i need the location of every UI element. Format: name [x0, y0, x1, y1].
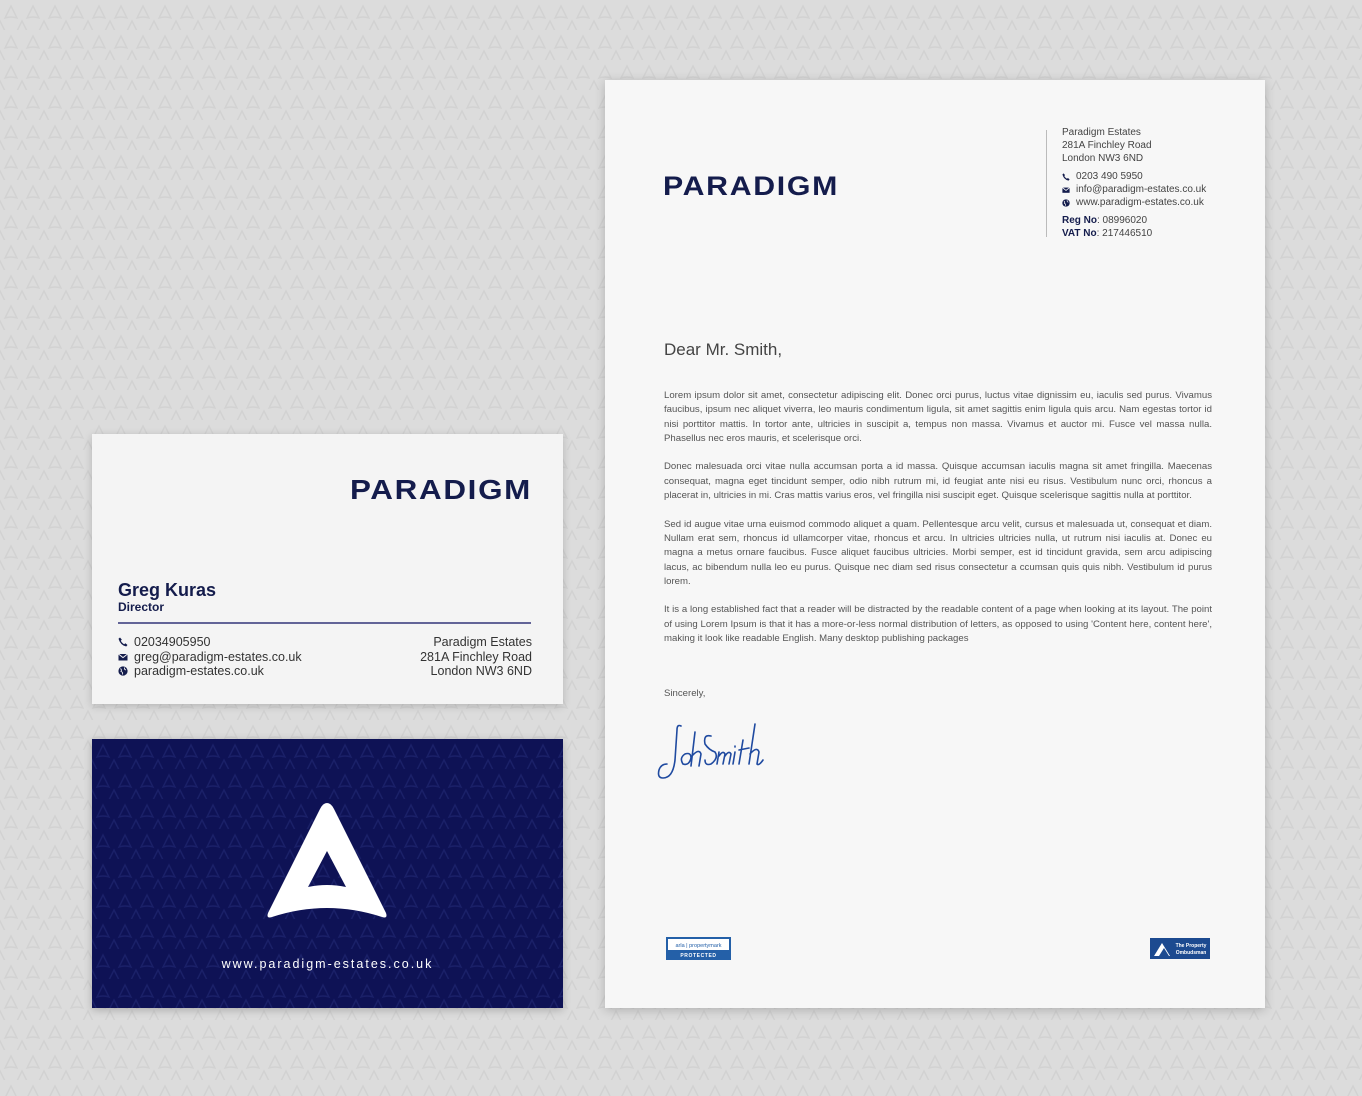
- reg-number: [1062, 214, 1206, 227]
- letterhead-phone[interactable]: 0203 490 5950: [1076, 171, 1143, 182]
- svg-text:PROTECTED: PROTECTED: [680, 953, 717, 959]
- arla-propertymark-badge: [666, 937, 731, 960]
- vat-label: VAT No: [1062, 228, 1097, 239]
- letterhead-phone-row: [1062, 170, 1206, 183]
- header-divider: [1046, 130, 1047, 237]
- letterhead-address-line: 281A Finchley Road: [1062, 140, 1152, 151]
- card-email-row: [118, 650, 302, 665]
- paradigm-logo: [663, 173, 839, 197]
- divider: [118, 622, 531, 624]
- card-website[interactable]: paradigm-estates.co.uk: [134, 664, 264, 679]
- letterhead-address-line: Paradigm Estates: [1062, 127, 1141, 138]
- body-paragraph: Lorem ipsum dolor sit amet, consectetur adipiscing elit. Donec orci purus, luctus vitae dignissim eu, iaculis sed purus. Vivamus faucibus, ipsum nec aliquet viverra, leo mauris condimentum ligula, sit amet sagittis enim ligula quis arcu. Nam egestas tortor id nisi porttitor mattis. In tortor ante, ultricies in suscipit a, tempus non massa. Vivamus et auctor mi. Fusce vel massa nulla. Phasellus nec eros mauris, et scelerisque orci.: [664, 390, 1212, 444]
- body-paragraph: Donec malesuada orci vitae nulla accumsan porta a id massa. Quisque accumsan iaculis magna sit amet fringilla. Maecenas consequat, magna eget tincidunt semper, odio nibh rutrum mi, id feugiat ante nisi eu risus. Vestibulum nunc orci, rhoncus a placerat in, ultricies in mi. Cras mattis varius eros, vel fringilla nisi suscipit eget. Quisque scelerisque sagittis nulla at porttitor.: [664, 461, 1212, 502]
- property-ombudsman-badge: [1150, 938, 1210, 959]
- card-address-line: 281A Finchley Road: [420, 649, 532, 664]
- card-address-line: Paradigm Estates: [433, 635, 532, 649]
- paradigm-logo: [350, 476, 532, 502]
- card-email[interactable]: greg@paradigm-estates.co.uk: [134, 649, 302, 664]
- business-card-back: [92, 739, 563, 1008]
- svg-text:arla | propertymark: arla | propertymark: [675, 943, 722, 949]
- globe-icon: [118, 666, 128, 676]
- letterhead-contact-block: [1062, 126, 1206, 240]
- letterhead-website[interactable]: www.paradigm-estates.co.uk: [1076, 197, 1204, 208]
- card-phone[interactable]: 02034905950: [134, 635, 211, 650]
- phone-icon: [1062, 173, 1070, 181]
- card-contacts: [118, 635, 302, 679]
- card-phone-row: [118, 635, 302, 650]
- body-paragraph: Sed id augue vitae urna euismod commodo aliquet a quam. Pellentesque arcu velit, cursus et malesuada ut, consequat et diam. Nullam erat sem, rhoncus id ullamcorper vitae, rhoncus et arcu. In ultricies ultricies nulla, ut rutrum nisi iaculis at. Donec eu magna a metus ornare faucibus. Fusce aliquet faucibus ultricies. Morbi semper, est id tincidunt gravida, sem arcu adipiscing lacus, ac bibendum nulla leo eu purus. Quisque nec diam sed risus consectetur a ccumsan quis quis nibh. Vestibulum id purus lorem.: [664, 518, 1212, 587]
- card-back-website[interactable]: www.paradigm-estates.co.uk: [221, 957, 434, 971]
- mail-icon: [118, 652, 128, 662]
- vat-value: : 217446510: [1096, 228, 1153, 239]
- signature: [655, 720, 785, 782]
- letterhead-email-row: [1062, 183, 1206, 196]
- card-holder-name: Greg Kuras: [118, 580, 217, 600]
- reg-value: : 08996020: [1097, 215, 1148, 226]
- phone-icon: [118, 637, 128, 647]
- paradigm-mark-icon: [264, 801, 390, 927]
- vat-number: [1062, 227, 1206, 240]
- svg-text:Ombudsman: Ombudsman: [1175, 950, 1207, 956]
- letterhead: [605, 80, 1265, 1008]
- body-paragraph: It is a long established fact that a reader will be distracted by the readable content of a page when looking at its layout. The point of using Lorem Ipsum is that it has a more-or-less normal distribution of letters, as opposed to using 'Content here, content here', making it look like readable English. Many desktop publishing packages: [664, 604, 1212, 645]
- letter-body: [664, 389, 1212, 661]
- card-address-line: London NW3 6ND: [430, 664, 532, 678]
- globe-icon: [1062, 199, 1070, 207]
- mail-icon: [1062, 186, 1070, 194]
- reg-label: Reg No: [1062, 215, 1097, 226]
- letterhead-email[interactable]: info@paradigm-estates.co.uk: [1076, 184, 1207, 195]
- letterhead-address-line: London NW3 6ND: [1062, 153, 1144, 164]
- closing: Sincerely,: [664, 688, 706, 699]
- svg-text:PARADIGM: PARADIGM: [350, 476, 532, 502]
- card-website-row: [118, 664, 302, 679]
- svg-text:PARADIGM: PARADIGM: [663, 173, 839, 197]
- salutation: Dear Mr. Smith,: [664, 340, 783, 359]
- card-address: [420, 635, 532, 679]
- business-card-front: [92, 434, 563, 704]
- letterhead-website-row: [1062, 196, 1206, 209]
- card-holder-role: Director: [118, 600, 165, 614]
- svg-text:The Property: The Property: [1175, 943, 1207, 949]
